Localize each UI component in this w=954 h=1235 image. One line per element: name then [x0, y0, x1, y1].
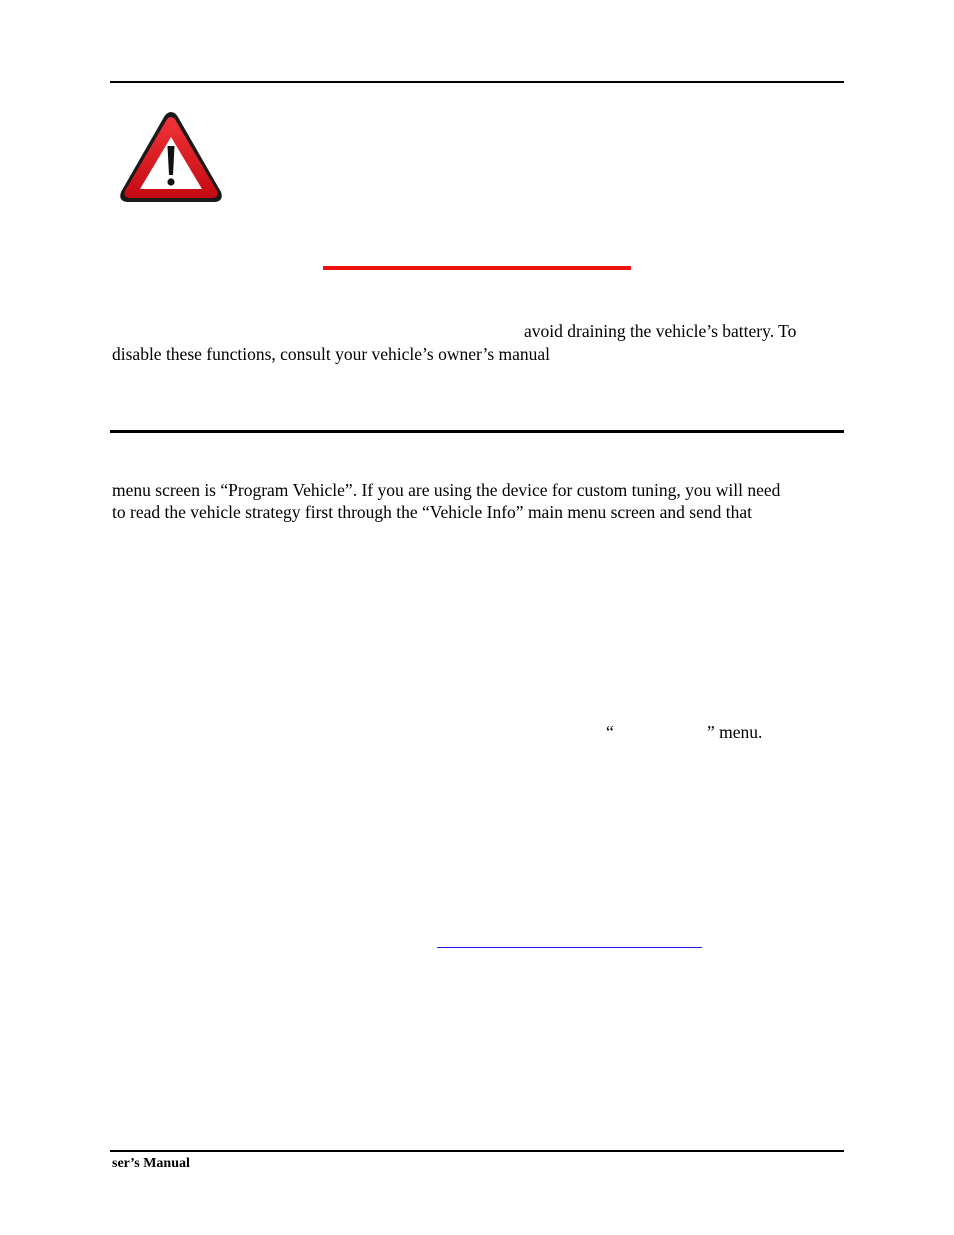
hyperlink-underline[interactable]	[437, 947, 702, 948]
warning-icon	[117, 109, 225, 205]
red-heading-underline	[323, 266, 631, 270]
menu-close-text: ” menu.	[707, 722, 763, 742]
top-rule	[110, 81, 844, 83]
caution-text-line-2: disable these functions, consult your vehicle’s owner’s manual	[112, 344, 551, 364]
section-divider	[110, 430, 844, 433]
body-text-line-1: menu screen is “Program Vehicle”. If you are using the device for custom tuning, you will need	[112, 480, 781, 500]
footer-manual-label: ser’s Manual	[112, 1156, 190, 1171]
warning-triangle-icon	[117, 109, 225, 205]
bottom-rule	[110, 1150, 844, 1152]
menu-open-quote: “	[606, 722, 614, 742]
caution-text-line-1: avoid draining the vehicle’s battery. To	[524, 321, 797, 341]
body-text-line-2: to read the vehicle strategy first through the “Vehicle Info” main menu screen and send that	[112, 502, 752, 522]
